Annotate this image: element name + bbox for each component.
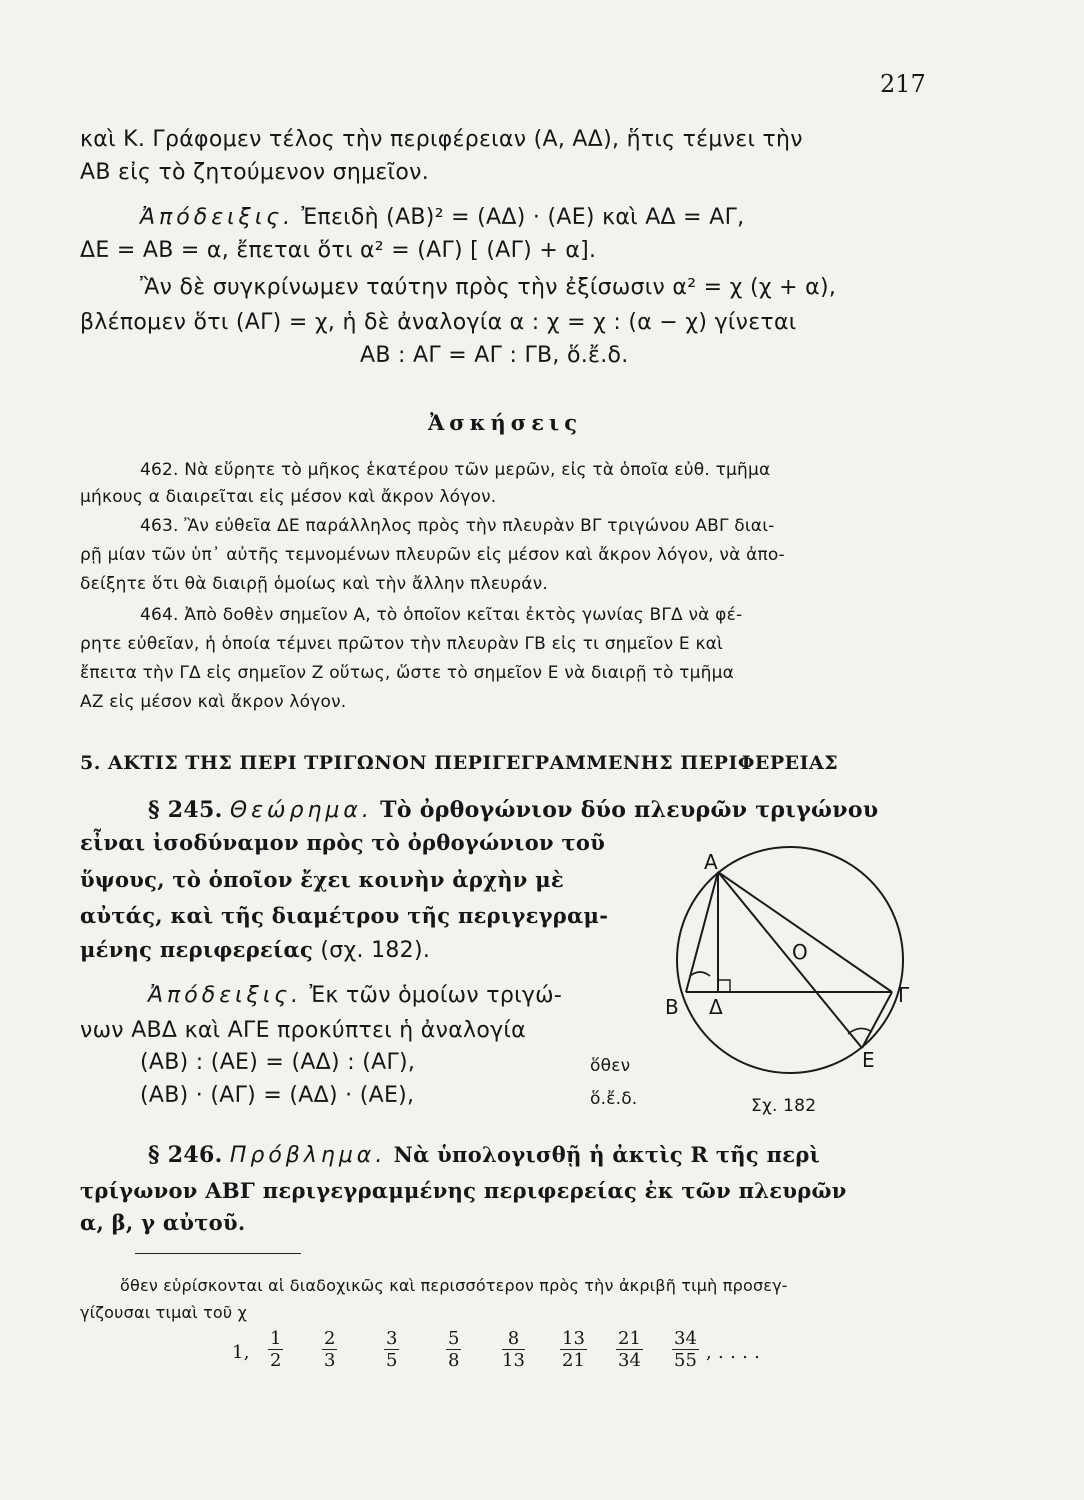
problem-text: Νὰ ὑπολογισθῇ ἡ ἀκτὶς R τῆς περὶ [393,1142,821,1167]
footnote-rule [135,1253,301,1254]
angle-mark-E [848,1028,872,1034]
fraction [322,1328,337,1372]
fraction-numerator: 2 [324,1328,336,1349]
figure-caption: Σχ. 182 [751,1096,817,1116]
footnote-line: ὅθεν εὑρίσκονται αἱ διαδοχικῶς καὶ περισσότερον πρὸς τὴν ἀκριβῆ τιμὴ προσεγ- [120,1276,788,1295]
footnote-line: γίζουσαι τιμαὶ τοῦ χ [80,1303,248,1322]
theorem-label: Θεώρημα. [229,798,373,823]
fraction [268,1328,283,1372]
exercise-line: μήκους α διαιρεῖται εἰς μέσον καὶ ἄκρον λόγον. [80,487,497,507]
point-label-A: Α [704,850,718,874]
fraction-numerator: 13 [562,1328,585,1349]
exercise-line: ρητε εὐθεῖαν, ἡ ὁποία τέμνει πρῶτον τὴν πλευρὰν ΓΒ εἰς τι σημεῖον Ε καὶ [80,634,724,654]
equation: (ΑΒ) : (ΑΕ) = (ΑΔ) : (ΑΓ), [140,1050,416,1075]
fraction-numerator: 8 [502,1328,525,1350]
exercise-line: 464. Ἀπὸ δοθὲν σημεῖον Α, τὸ ὁποῖον κεῖται ἐκτὸς γωνίας ΒΓΔ νὰ φέ- [140,605,743,625]
proof-line: νων ΑΒΔ καὶ ΑΓΕ προκύπτει ἡ ἀναλογία [80,1018,526,1043]
point-label-E: Ε [862,1048,875,1072]
figure-reference: (σχ. 182). [320,938,431,963]
theorem-text: Τὸ ὀρθογώνιον δύο πλευρῶν τριγώνου [380,797,879,823]
fraction-numerator: 3 [386,1328,398,1349]
text-line: καὶ Κ. Γράφομεν τέλος τὴν περιφέρειαν (Α, ΑΔ), ἥτις τέμνει τὴν [80,127,803,152]
fraction-denominator: 21 [562,1350,585,1371]
right-angle-mark [718,980,730,992]
exercise-line: ἔπειτα τὴν ΓΔ εἰς σημεῖον Ζ οὕτως, ὥστε τὸ σημεῖον Ε νὰ διαιρῇ τὸ τμῆμα [80,663,734,683]
sequence-first: 1, [232,1342,250,1363]
exercise-line: 462. Νὰ εὕρητε τὸ μῆκος ἑκατέρου τῶν μερῶν, εἰς τὰ ὁποῖα εὐθ. τμῆμα [140,460,771,480]
fraction-numerator: 34 [674,1328,697,1349]
fraction [384,1328,399,1372]
proof-label: Ἀπόδειξις. [148,983,303,1008]
fraction-numerator: 1 [270,1328,282,1349]
proof-line: ΔΕ = ΑΒ = α, ἔπεται ὅτι α² = (ΑΓ) [ (ΑΓ) + α]. [80,238,597,263]
exercise-line: ΑΖ εἰς μέσον καὶ ἄκρον λόγον. [80,692,347,712]
fraction-numerator: 21 [618,1328,641,1349]
proof-line: ΑΒ : ΑΓ = ΑΓ : ΓΒ, ὅ.ἔ.δ. [360,343,629,368]
exercise-line: 463. Ἂν εὐθεῖα ΔΕ παράλληλος πρὸς τὴν πλευρὰν ΒΓ τριγώνου ΑΒΓ διαι- [140,516,775,536]
page-number: 217 [880,70,926,98]
theorem-line: εἶναι ἰσοδύναμον πρὸς τὸ ὀρθογώνιον τοῦ [80,830,606,855]
section-heading: 5. ΑΚΤΙΣ ΤΗΣ ΠΕΡΙ ΤΡΙΓΩΝΟΝ ΠΕΡΙΓΕΓΡΑΜΜΕΝΗΣ ΠΕΡΙΦΕΡΕΙΑΣ [80,752,839,774]
diameter-AE [718,872,862,1048]
fraction [446,1328,461,1372]
point-label-B: Β [665,995,679,1019]
fraction-denominator: 3 [324,1350,336,1371]
angle-mark-B [690,972,710,976]
theorem-text: μένης περιφερείας [80,937,314,962]
proof-label: Ἀπόδειξις. [140,205,295,230]
fraction [672,1328,699,1372]
equation: (ΑΒ) · (ΑΓ) = (ΑΔ) · (ΑΕ), [140,1083,415,1108]
side-AG [718,872,892,992]
proof-text: Ἐπειδὴ (ΑΒ)² = (ΑΔ) · (ΑΕ) καὶ ΑΔ = ΑΓ, [301,205,745,230]
fraction-denominator: 8 [448,1350,460,1371]
problem-line: τρίγωνον ΑΒΓ περιγεγραμμένης περιφερείας ἐκ τῶν πλευρῶν [80,1178,847,1203]
proof-line: Ἂν δὲ συγκρίνωμεν ταύτην πρὸς τὴν ἐξίσωσιν α² = χ (χ + α), [140,275,837,300]
equation-tail: ὅθεν [590,1056,631,1076]
problem-line: α, β, γ αὐτοῦ. [80,1210,246,1235]
segment-GE [862,992,892,1048]
fraction [502,1328,525,1372]
fraction [560,1328,587,1372]
fraction-denominator: 13 [502,1350,525,1371]
proof-line: βλέπομεν ὅτι (ΑΓ) = χ, ἡ δὲ ἀναλογία α : χ = χ : (α − χ) γίνεται [80,310,797,335]
fraction-denominator: 34 [618,1350,641,1371]
theorem-line: αὐτάς, καὶ τῆς διαμέτρου τῆς περιγεγραμ- [80,903,609,928]
exercise-line: δείξητε ὅτι θὰ διαιρῇ ὁμοίως καὶ τὴν ἄλλην πλευράν. [80,574,549,594]
problem-label: Πρόβλημα. [229,1143,387,1168]
fraction-denominator: 55 [674,1350,697,1371]
proof-text: Ἐκ τῶν ὁμοίων τριγώ- [309,983,563,1008]
point-label-D: Δ [709,995,723,1019]
fraction [616,1328,643,1372]
equation-tail: ὅ.ἔ.δ. [590,1089,638,1109]
point-label-G: Γ [898,983,910,1007]
problem-line [148,1142,820,1168]
sequence-tail: , . . . . [706,1342,761,1363]
problem-number: § 246. [148,1142,223,1168]
theorem-number: § 245. [148,797,223,823]
fraction-denominator: 2 [270,1350,282,1371]
exercise-line: ρῇ μίαν τῶν ὑπ᾽ αὐτῆς τεμνομένων πλευρῶν εἰς μέσον καὶ ἄκρον λόγον, νὰ ἀπο- [80,545,785,565]
point-label-O: Ο [792,940,808,964]
fraction-denominator: 5 [386,1350,398,1371]
theorem-line: ὕψους, τὸ ὁποῖον ἔχει κοινὴν ἀρχὴν μὲ [80,867,564,892]
fraction-numerator: 5 [448,1328,460,1349]
text-line: ΑΒ εἰς τὸ ζητούμενον σημεῖον. [80,160,430,185]
exercises-title: Ἀσκήσεις [428,410,582,435]
